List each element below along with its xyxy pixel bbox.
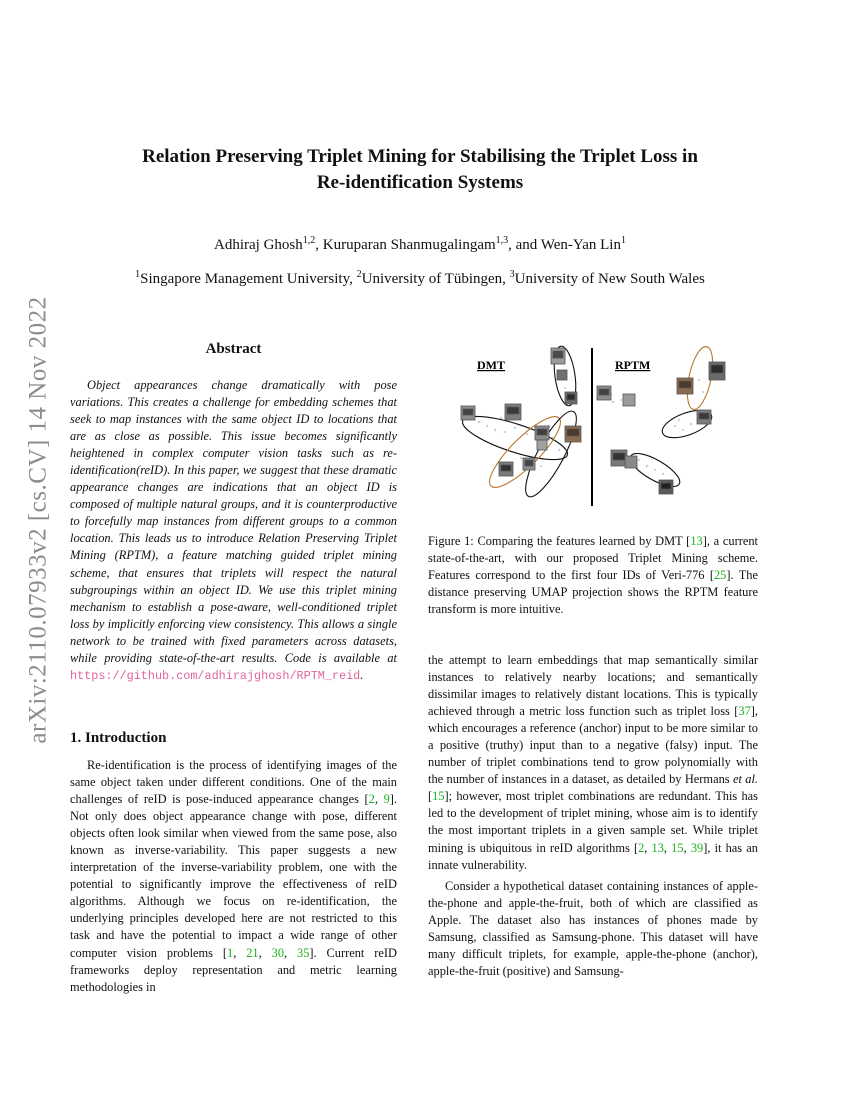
introduction-heading: 1. Introduction [70, 730, 167, 746]
citation-link[interactable]: 21 [246, 945, 259, 960]
title-line-2: Re-identification Systems [316, 172, 524, 193]
citation-separator: , [644, 840, 652, 855]
citation-separator: , [663, 840, 672, 855]
author-list: Adhiraj Ghosh$^{1,2}$, Kuruparan Shanmugalingam$^{1,3}$, and Wen-Yan Lin$^1$ [214, 235, 626, 253]
rptm-label: RPTM [615, 358, 651, 372]
paragraph: Consider a hypothetical dataset containing instances of apple-the-phone and apple-the-fruit, both of which are classified as Apple. The dataset also has instances of phones made by Samsung, classified as Samsung-phone. This dataset will have many difficult triplets, for example, apple-the-phone (anchor), apple-the-fruit (positive) and Samsung- [428, 878, 758, 978]
author-name: Kuruparan Shanmugalingam [322, 237, 496, 253]
affil-marker: 3 [509, 269, 515, 280]
et-al-text: et al. [732, 772, 758, 787]
abstract-body [70, 377, 397, 685]
citation-link[interactable]: 15 [432, 789, 445, 804]
paper-title [90, 144, 750, 196]
author-affil-marker: 1,2 [302, 235, 316, 246]
right-column-body [428, 652, 758, 980]
author-name: Wen-Yan Lin [540, 237, 621, 253]
abstract-period: . [360, 667, 364, 682]
intro-text: Re-identification is the process of identifying images of the same object taken under different conditions. One of the main challenges of reID is pose-induced appearance changes [ [70, 758, 397, 807]
affiliation: University of Tübingen, [361, 271, 506, 287]
citation-separator: , [233, 945, 247, 960]
citation-link[interactable]: 35 [297, 945, 310, 960]
citation-link[interactable]: 30 [271, 945, 285, 960]
citation-link[interactable]: 13 [690, 534, 703, 548]
caption-text: Figure 1: Comparing the features learned by DMT [ [428, 534, 691, 548]
citation-link[interactable]: 9 [383, 792, 390, 807]
citation-separator: , [374, 792, 384, 807]
title-line-1: Relation Preserving Triplet Mining for Stabilising the Triplet Loss in [142, 146, 698, 167]
citation-separator: , [258, 945, 272, 960]
author-affil-marker: 1,3 [495, 235, 509, 246]
citation-link[interactable]: 2 [638, 840, 645, 855]
body-text: ], it has an innate vulnerability. [428, 840, 758, 872]
figure-1 [455, 340, 730, 510]
affiliation-list [90, 271, 750, 288]
citation-link[interactable]: 25 [713, 568, 727, 583]
body-text: ]; however, most triplet combinations are redundant. This has led to the development of triplet mining, whose aim is to identify the most important triplets in a given sample set. While triplet mining is ubiquitous in reID algorithms [ [428, 789, 758, 855]
citation-link[interactable]: 13 [651, 840, 664, 855]
abstract-heading: Abstract [205, 341, 262, 357]
affiliation: Singapore Management University, [140, 271, 353, 287]
code-link[interactable]: https://github.com/adhirajghosh/RPTM_reid [70, 668, 361, 683]
figure-1-caption [428, 533, 758, 618]
paragraph [428, 652, 758, 874]
citation-separator: , [683, 840, 691, 855]
dmt-label: DMT [477, 358, 505, 372]
body-text: ], which encourages a reference (anchor) input to be more similar to a positive (truthy) input than to a negative (falsy) input. The number of triplet combinations tend to grow polynomially with the number of instances in a dataset, as detailed by Hermans [428, 704, 758, 787]
body-text: [ [428, 789, 433, 804]
author-affil-marker: 1 [620, 235, 626, 246]
introduction-body [70, 757, 397, 996]
umap-comparison-figure [455, 340, 730, 510]
intro-text: ]. Current reID frameworks deploy representation and metric learning methodologies in [70, 945, 397, 994]
citation-link[interactable]: 2 [368, 792, 375, 807]
abstract-text: Object appearances change dramatically with pose variations. This creates a challenge for embedding schemes that seek to map instances with the same object ID to locations that are as close as possible. This issue becomes significantly heightened in complex computer vision tasks such as re-identification(reID). In this paper, we suggest that these dramatic appearance changes are indications that an object ID is composed of multiple natural groups, and it is counterproductive to forcefully map instances from different groups to a common location. This leads us to introduce Relation Preserving Triplet Mining (RPTM), a feature matching guided triplet mining scheme, that ensures that triplets will respect the natural subgroupings within an object ID. We use this triplet mining mechanism to establish a pose-aware, well-conditioned triplet loss by implicitly enforcing view consistency. This allows a single network to be trained with fixed parameters across datasets, while providing state-of-the-art results. Code is available at [70, 378, 397, 665]
arxiv-identifier: arXiv:2110.07933v2 [cs.CV] 14 Nov 2022 [25, 296, 53, 744]
citation-link[interactable]: 1 [227, 945, 234, 960]
citation-link[interactable]: 37 [738, 704, 751, 719]
citation-link[interactable]: 15 [671, 840, 684, 855]
caption-text: ], a current state-of-the-art, with our proposed Triplet Mining scheme. Features correspond to the first four IDs of Veri-776 [ [428, 534, 758, 583]
affil-marker: 1 [135, 269, 141, 280]
affiliation: University of New South Wales [514, 271, 705, 287]
body-text: the attempt to learn embeddings that map semantically similar instances to relatively nearby locations; and semantically dissimilar images to relatively distant locations. This is typically achieved through a metric loss function such as triplet loss [ [428, 653, 758, 719]
affil-marker: 2 [356, 269, 362, 280]
caption-text: ]. The distance preserving UMAP projection shows the RPTM feature transform is more intuitive. [428, 568, 758, 617]
intro-text: ]. Not only does object appearance change with pose, different objects often look similar when viewed from the same pose, also known as inverse-variability. This paper suggests a new interpretation of the inverse-variability problem, one with the potential to significantly improve the effectiveness of reID algorithms. Although we focus on re-identification, the underlying principles developed here are not restricted to this task and have the potential to impact a wide range of other computer vision problems [ [70, 792, 397, 960]
citation-link[interactable]: 39 [690, 840, 704, 855]
citation-separator: , [284, 945, 298, 960]
arxiv-stamp [10, 290, 68, 750]
author-name: Adhiraj Ghosh [214, 237, 303, 253]
